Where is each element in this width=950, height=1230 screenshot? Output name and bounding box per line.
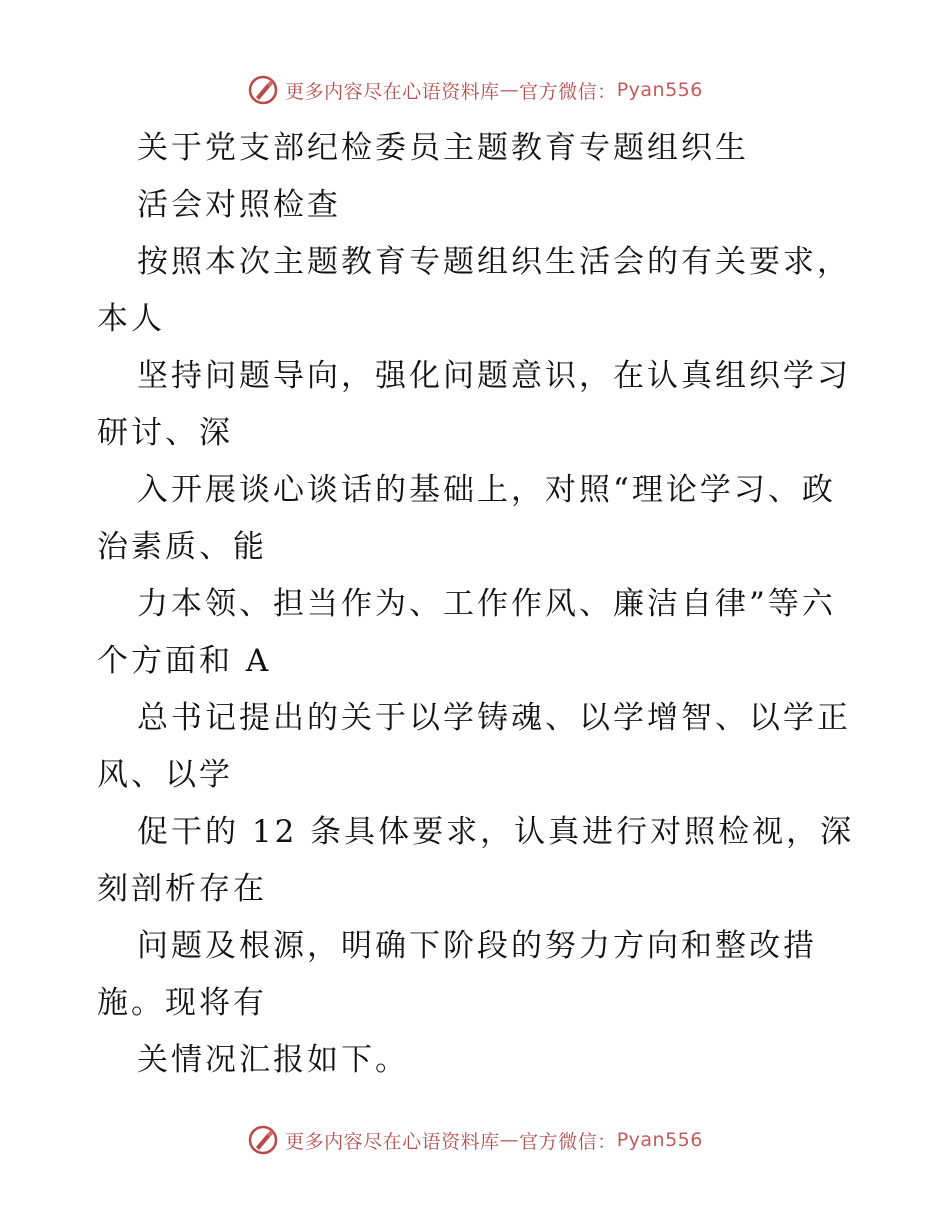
header-watermark [0, 70, 950, 110]
document-title-line-2: 活会对照检查 [137, 187, 341, 223]
paragraph-line: 促干的 12 条具体要求，认真进行对照检视，深 [137, 814, 855, 850]
footer-watermark [0, 1120, 950, 1160]
watermark-wechat-id: Pyan556 [616, 79, 703, 101]
watermark-text: 更多内容尽在心语资料库 [285, 80, 500, 103]
watermark-wechat-label: 官方微信： [519, 1130, 617, 1153]
paragraph-line: 问题及根源，明确下阶段的努力方向和整改措 [137, 928, 817, 964]
watermark-dash: — [499, 79, 520, 101]
paragraph-line: 按照本次主题教育专题组织生活会的有关要求， [137, 244, 851, 280]
pen-logo-icon [247, 74, 279, 106]
paragraph-line: 入开展谈心谈话的基础上，对照“理论学习、政 [137, 472, 836, 508]
watermark-wechat-label: 官方微信： [519, 80, 617, 103]
paragraph-line: 力本领、担当作为、工作作风、廉洁自律”等六 [137, 586, 836, 622]
paragraph-line: 本人 [97, 301, 165, 337]
watermark-text: 更多内容尽在心语资料库 [285, 1130, 500, 1153]
paragraph-line: 总书记提出的关于以学铸魂、以学增智、以学正 [137, 700, 851, 736]
paragraph-line: 治素质、能 [97, 529, 267, 565]
paragraph-line: 坚持问题导向，强化问题意识，在认真组织学习 [137, 358, 851, 394]
document-title-line-1: 关于党支部纪检委员主题教育专题组织生 [137, 130, 749, 166]
pen-logo-icon [247, 1124, 279, 1156]
watermark-dash: — [499, 1129, 520, 1151]
paragraph-line: 研讨、深 [97, 415, 233, 451]
paragraph-line: 刻剖析存在 [97, 871, 267, 907]
watermark-wechat-id: Pyan556 [616, 1129, 703, 1151]
paragraph-line: 施。现将有 [97, 985, 267, 1021]
document-body [97, 120, 857, 1089]
paragraph-line: 关情况汇报如下。 [137, 1042, 409, 1078]
paragraph-line: 风、以学 [97, 757, 233, 793]
paragraph-line: 个方面和 A [97, 643, 272, 679]
